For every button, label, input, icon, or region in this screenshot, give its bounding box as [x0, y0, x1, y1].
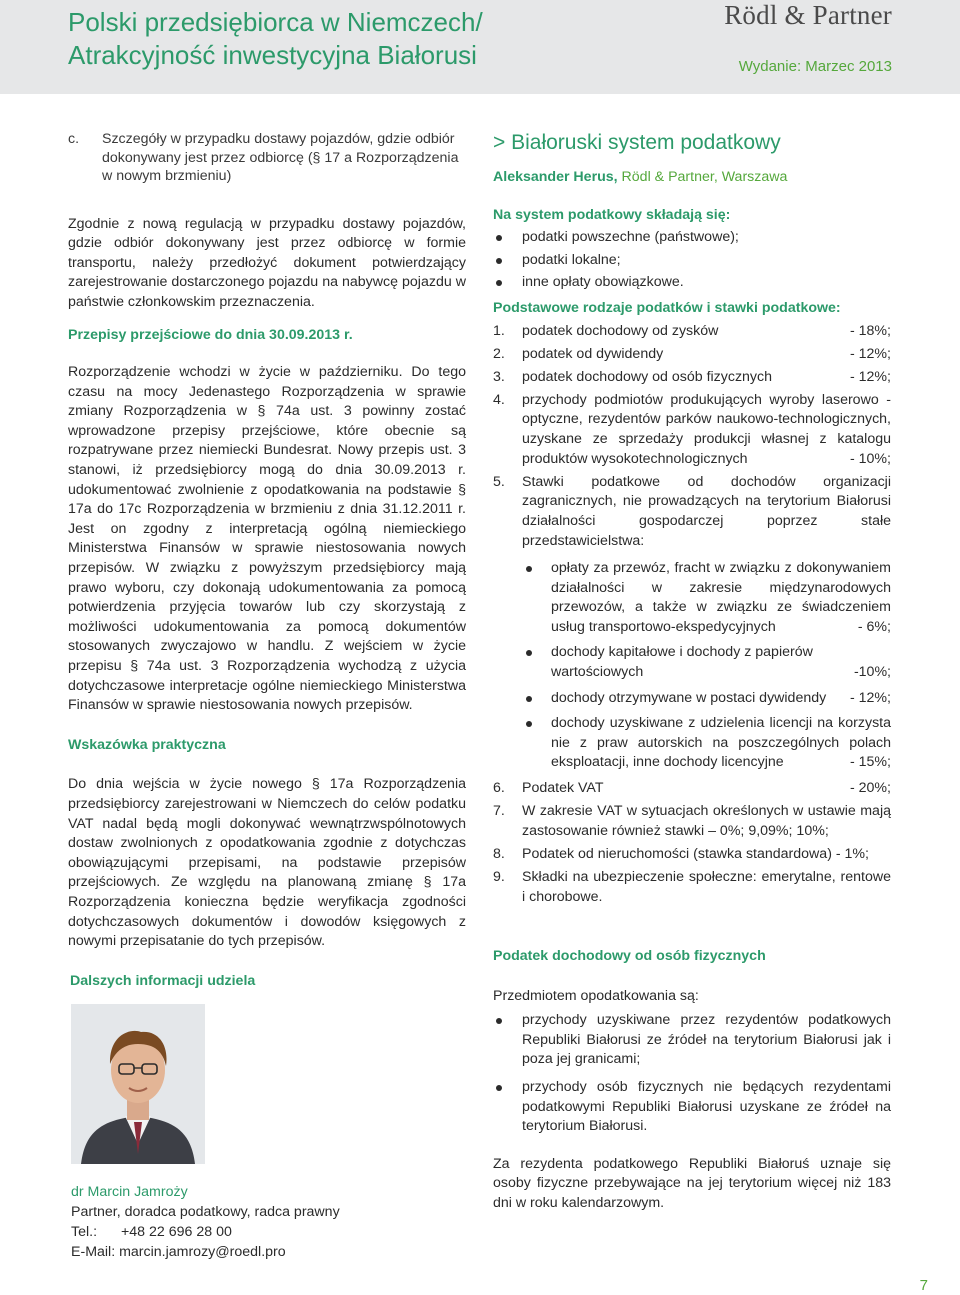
- item-rate: - 18%;: [849, 322, 891, 339]
- edition-label: Wydanie: Marzec 2013: [738, 58, 892, 75]
- list-item: [493, 689, 891, 709]
- header-title-line2: Atrakcyjność inwestycyjna Białorusi: [68, 40, 477, 70]
- author-line: [493, 168, 891, 188]
- item-text: dochody kapitałowe i dochody z papierów wartościowych: [551, 644, 813, 681]
- subsection-c: [68, 130, 466, 186]
- list-item: [493, 473, 891, 773]
- right-column: [493, 130, 891, 1214]
- item-text: dochody uzyskiwane z udzielenia licencji na korzysta nie z praw autorskich na poszczególnych polach eksploatacji, inne dochody licencyjne: [551, 715, 891, 771]
- author-firm: Rödl & Partner, Warszawa: [621, 169, 788, 185]
- page-number: 7: [919, 1277, 928, 1294]
- contact-name: dr Marcin Jamroży: [71, 1184, 188, 1201]
- list-item: [493, 779, 891, 799]
- item-text: Podatek VAT: [522, 780, 604, 797]
- heading-tax-rates: Podstawowe rodzaje podatków i stawki podatkowe:: [493, 299, 841, 316]
- subsection-c-title: Szczegóły w przypadku dostawy pojazdów, gdzie odbiór dokonywany jest przez odbiorcę (§ 17 a Rozporządzenia w nowym brzmieniu): [102, 131, 459, 184]
- header-title: [68, 6, 628, 72]
- item-text: Składki na ubezpieczenie społeczne: emerytalne, rentowe i chorobowe.: [522, 868, 891, 905]
- item-text: Stawki podatkowe od dochodów organizacji zagranicznych, nie prowadzących na terytorium Białorusi działalności gospodarczej poprzez stałe przedstawicielstwa:: [522, 473, 891, 549]
- item-rate: - 15%;: [844, 753, 891, 773]
- item-text: podatek dochodowy od zysków: [522, 322, 719, 339]
- list-item: [493, 845, 891, 865]
- brand-logo: Rödl & Partner: [724, 0, 892, 30]
- heading-income-tax: Podatek dochodowy od osób fizycznych: [493, 948, 766, 965]
- item-number: 6.: [493, 780, 505, 797]
- section-title: [493, 130, 891, 156]
- left-column: [68, 130, 466, 1262]
- contact-block: [68, 1183, 466, 1262]
- list-item: [493, 868, 891, 907]
- list-item: [493, 714, 891, 773]
- contact-role: Partner, doradca podatkowy, radca prawny: [71, 1204, 340, 1221]
- item-text: podatek dochodowy od osób fizycznych: [522, 368, 773, 385]
- list-item: przychody uzyskiwane przez rezydentów podatkowych Republiki Białorusi ze źródeł na terytorium Białorusi jak i poza jej granicami;: [493, 1011, 891, 1070]
- list-item: inne opłaty obowiązkowe.: [493, 273, 891, 293]
- item-rate: - 20%;: [849, 780, 891, 797]
- item-number: 3.: [493, 368, 505, 385]
- list-item: [493, 345, 891, 365]
- contact-photo: [71, 1004, 205, 1164]
- contact-email[interactable]: E-Mail: marcin.jamrozy@roedl.pro: [71, 1243, 286, 1260]
- list-item: [493, 559, 891, 637]
- paragraph-transitional: Rozporządzenie wchodzi w życie w październiku. Do tego czasu na mocy Jedenastego Rozporządzenia w sprawie zmiany Rozporządzenia w § 74a ust. 3 powinny zostać wprowadzone przepisy przejściowe, które obecnie są rozpatrywane przez niemiecki Bundesrat. Nowy przepis ust. 3 stanowi, iż przedsiębiorcy mogą do dnia 30.09.2013 r. udokumentować zwolnienie z opodatkowania na podstawie § 17a do 17c Rozporządzenia w brzmieniu z dnia 31.12.2011 r. Jest on zgodny z interpretacją ogólną niemieckiego Ministerstwa Finansów w sprawie niestosowania nowych przepisów. W związku z powyższym przedsiębiorcy mają prawo wyboru, czy dokonają udokumentowania za pomocą potwierdzenia przyjęcia towarów lub czy skorzystają z możliwości udokumentowania za pomocą dokumentów stosowanych zwyczajowo w handlu. Z wejściem w życie przepisu § 74a ust. 3 Rozporządzenia wychodzą z użycia dotychczasowe interpretacje ogólne niemieckiego Ministerstwa Finansów w sprawie niestosowania nowych przepisów.: [68, 364, 466, 714]
- item-rate: -10%;: [853, 664, 891, 681]
- item-number: 4.: [493, 391, 505, 408]
- paragraph-subject-intro: Przedmiotem opodatkowania są:: [493, 987, 699, 1004]
- item-number: 7.: [493, 803, 505, 820]
- heading-tax-system: Na system podatkowy składają się:: [493, 206, 731, 223]
- list-item: [493, 643, 891, 682]
- list-item: podatki powszechne (państwowe);: [493, 228, 891, 248]
- contact-phone-row: [71, 1223, 466, 1243]
- list-item: przychody osób fizycznych nie będących rezydentami podatkowymi Republiki Białorusi uzyskane ze źródeł na terytorium Białorusi.: [493, 1078, 891, 1137]
- item-text: przychody podmiotów produkujących wyroby laserowo -optyczne, rezydentów parków naukowo-technologicznych, uzyskane ze sprzedaży produkcji własnej z katalogu produktów wysokotechnologicznych: [522, 391, 891, 467]
- tax-system-list: [493, 228, 891, 293]
- heading-contact: Dalszych informacji udziela: [70, 972, 256, 989]
- contact-phone[interactable]: +48 22 696 28 00: [121, 1223, 232, 1240]
- foreign-rates-list: [493, 559, 891, 773]
- section-title-text: Białoruski system podatkowy: [511, 131, 781, 154]
- list-item: [493, 802, 891, 841]
- item-rate: - 10%;: [844, 450, 891, 470]
- subject-list: [493, 1011, 891, 1137]
- list-item: [493, 391, 891, 469]
- tax-rates-list: [493, 322, 891, 908]
- item-rate: - 12%;: [849, 345, 891, 362]
- heading-transitional: Przepisy przejściowe do dnia 30.09.2013 r.: [68, 327, 353, 344]
- item-text: Podatek od nieruchomości (stawka standardowa) - 1%;: [522, 845, 869, 862]
- item-text: opłaty za przewóz, fracht w związku z dokonywaniem działalności w zakresie międzynarodowych przewozów, a także w związku ze świadczeniem usług transportowo-ekspedycyjnych: [551, 560, 891, 635]
- paragraph-practical-tip: Do dnia wejścia w życie nowego § 17a Rozporządzenia przedsiębiorcy zarejestrowani w Niemczech do celów podatku VAT nadal będą mogli dokonywać wewnątrzwspólnotowych dostaw zwolnionych z opodatkowania zgodnie z dotychczas obowiązującymi przepisami, na podstawie przepisów przejściowych. Ze względu na planowaną zmianę § 17a Rozporządzenia konieczna będzie weryfikacja zgodności dotychczasowych dokumentów i dowodów księgowych z nowymi przepisatanie do tych przepisów.: [68, 776, 466, 950]
- list-item: [493, 368, 891, 388]
- page-header: [0, 0, 960, 94]
- item-text: W zakresie VAT w sytuacjach określonych w ustawie mają zastosowanie również stawki – 0%; 9,09%; 10%;: [522, 803, 891, 839]
- paragraph-regulation: Zgodnie z nową regulacją w przypadku dostawy pojazdów, gdzie odbiór dokonywany jest przez odbiorcę w formie transportu, należy przedłożyć dokument potwierdzający zarejestrowanie dostarczonego pojazdu na nabywcę pojazdu w państwie członkowskim przeznaczenia.: [68, 215, 466, 310]
- contact-phone-label: Tel.:: [71, 1223, 98, 1240]
- paragraph-resident: Za rezydenta podatkowego Republiki Białoruś uznaje się osoby fizyczne przebywające na jej terytorium więcej niż 183 dni w roku kalendarzowym.: [493, 1155, 891, 1212]
- heading-practical-tip: Wskazówka praktyczna: [68, 736, 226, 753]
- item-number: 1.: [493, 322, 505, 339]
- item-number: 9.: [493, 868, 505, 885]
- header-title-line1: Polski przedsiębiorca w Niemczech/: [68, 7, 483, 37]
- list-item: [493, 322, 891, 342]
- item-text: dochody otrzymywane w postaci dywidendy: [551, 689, 827, 706]
- item-rate: - 6%;: [852, 618, 891, 638]
- section-arrow-icon: >: [493, 131, 506, 154]
- portrait-image: [71, 1004, 205, 1164]
- item-rate: - 12%;: [849, 368, 891, 385]
- item-rate: - 12%;: [849, 689, 891, 706]
- item-number: 2.: [493, 345, 505, 362]
- subsection-letter: c.: [68, 131, 80, 147]
- author-name: Aleksander Herus,: [493, 169, 618, 185]
- item-number: 5.: [493, 473, 505, 490]
- item-text: podatek od dywidendy: [522, 345, 664, 362]
- list-item: podatki lokalne;: [493, 251, 891, 271]
- item-number: 8.: [493, 845, 505, 862]
